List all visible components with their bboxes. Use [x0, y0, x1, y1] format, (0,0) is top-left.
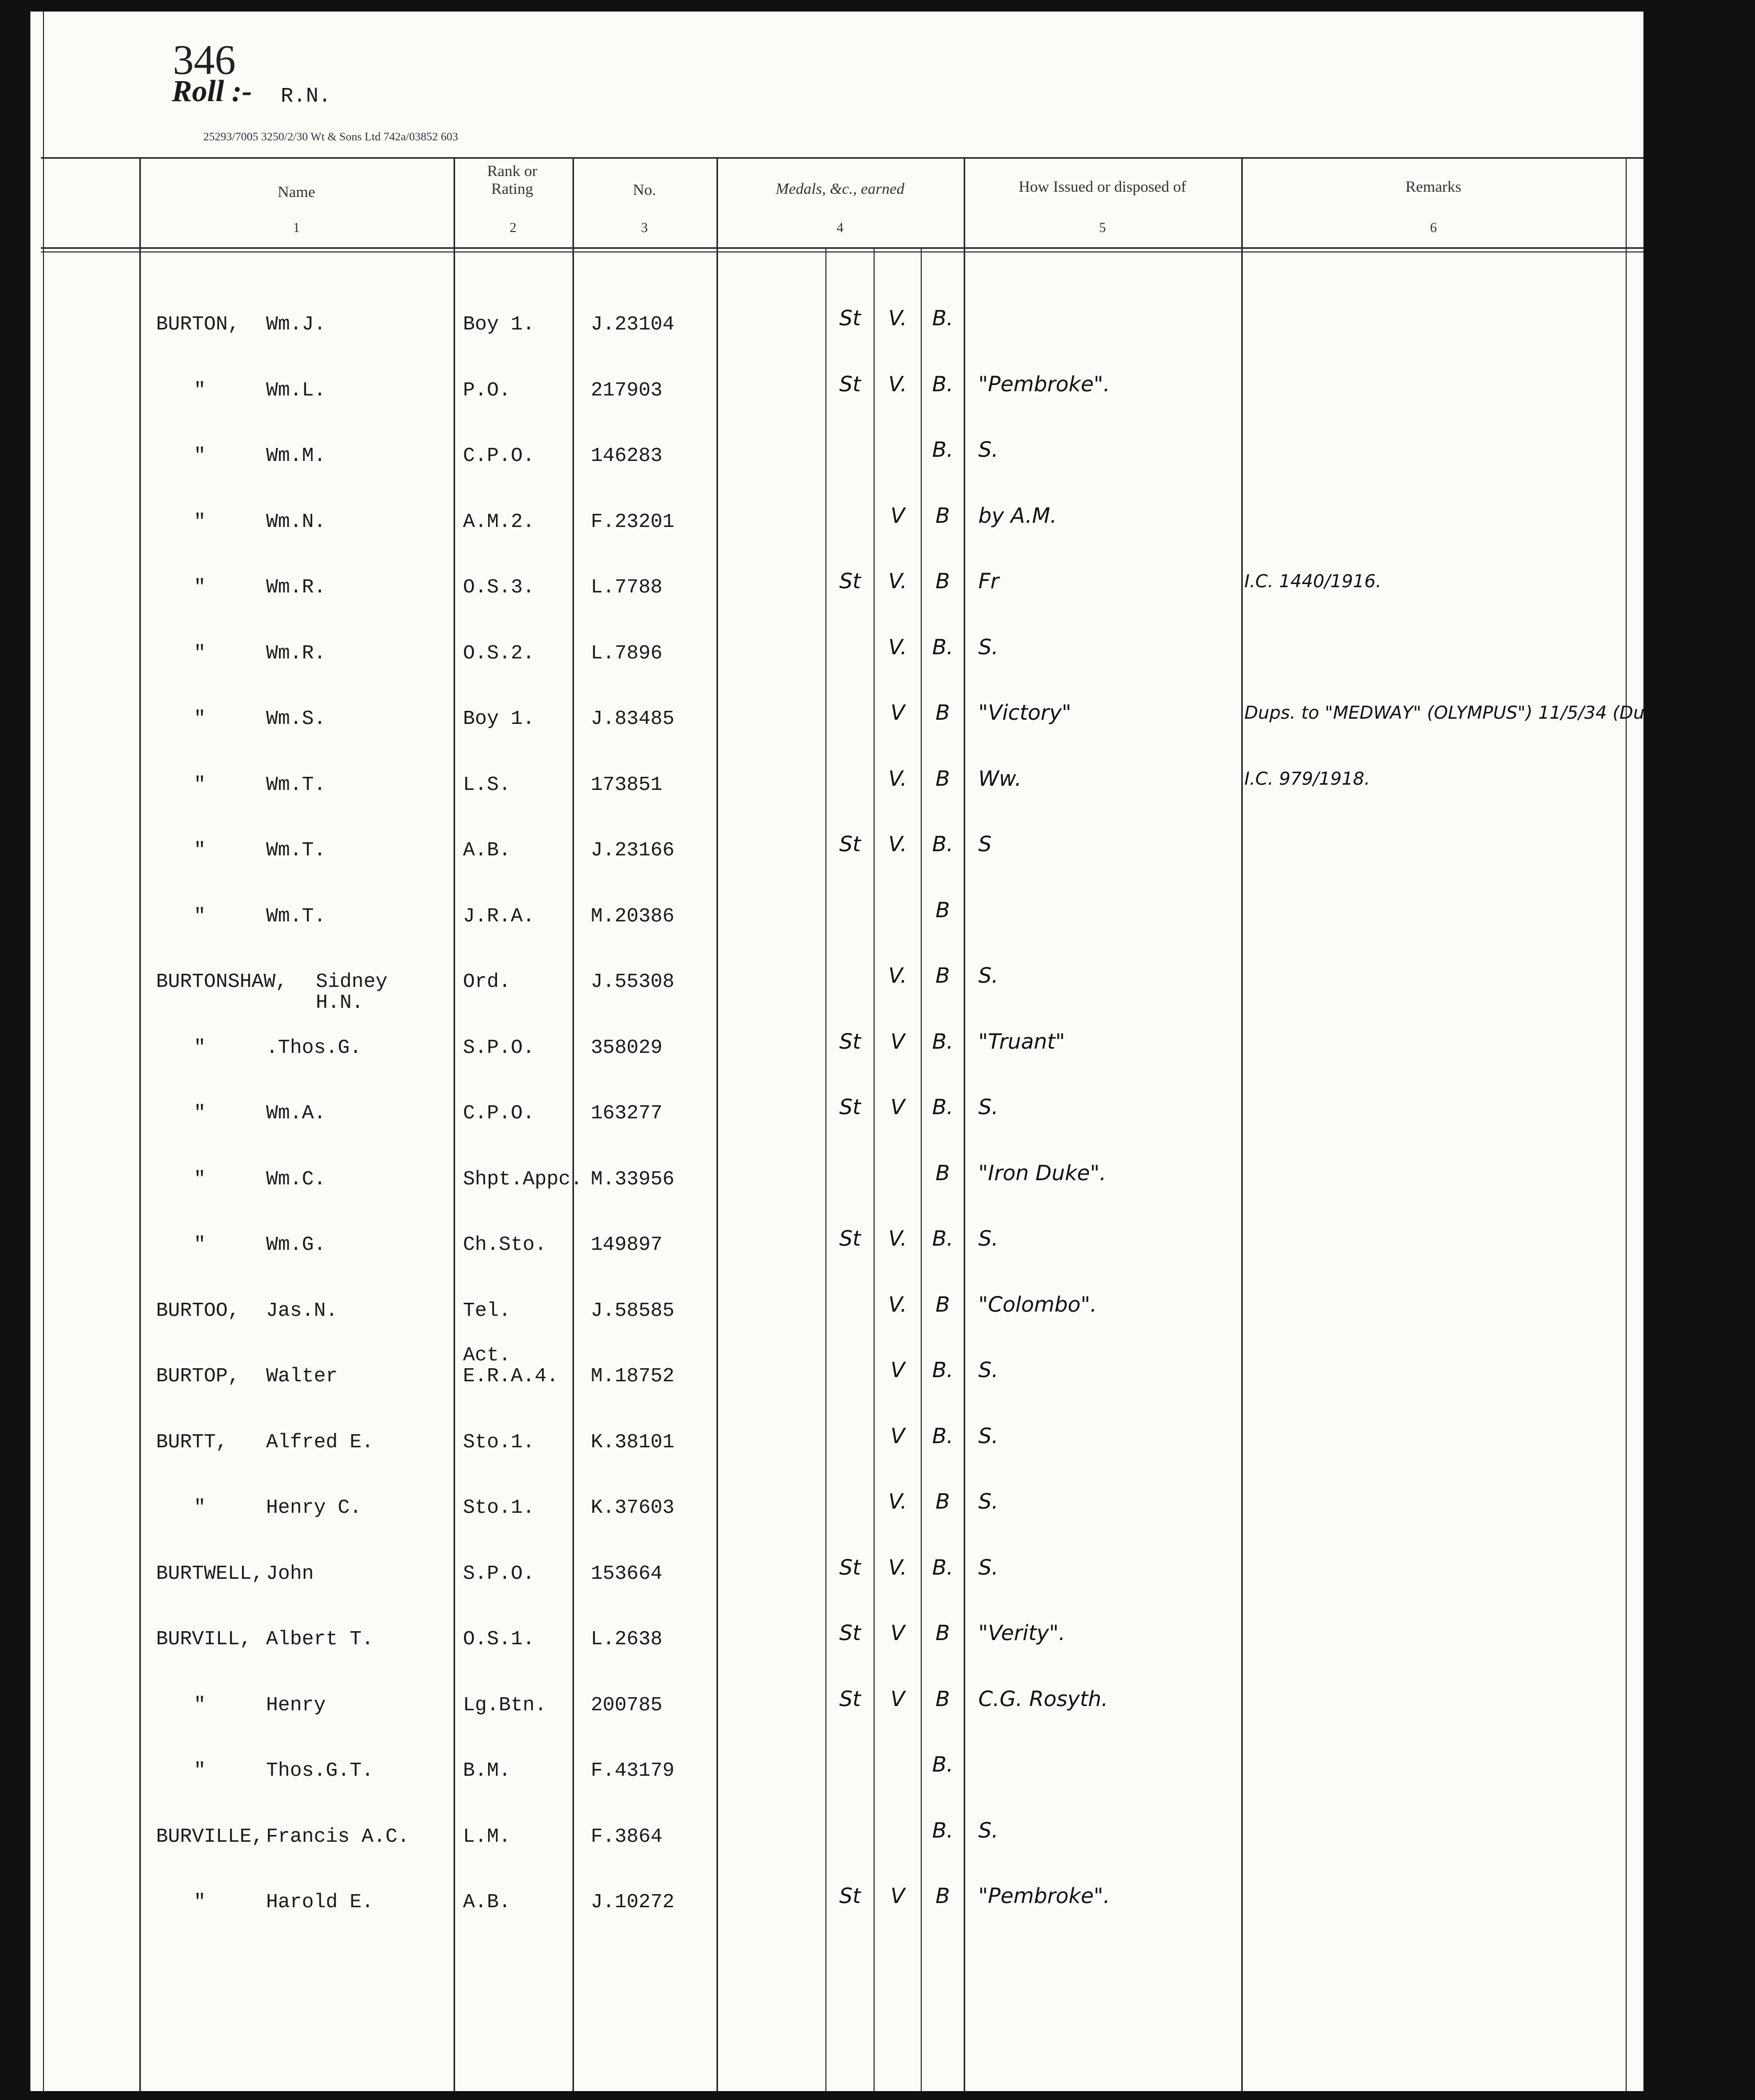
entry-surname: BURTOO, [156, 1300, 240, 1322]
col-number-issued: 5 [1099, 220, 1106, 235]
roll-page [30, 12, 1755, 2091]
entry-service-number: J.23166 [591, 839, 675, 862]
entry-service-number: F.3864 [591, 1826, 663, 1848]
entry-given-names: Wm.N. [266, 511, 326, 533]
entry-medal-star: St [839, 372, 861, 397]
col-number-rank: 2 [510, 220, 516, 235]
entry-how-issued: S. [978, 1358, 999, 1382]
entry-medal-british: B [935, 964, 950, 988]
entry-medal-british: B [935, 569, 950, 593]
entry-surname: " [194, 1694, 206, 1717]
entry-medal-british: B. [932, 1030, 954, 1054]
entry-service-number: M.20386 [591, 905, 675, 928]
entry-surname: " [194, 708, 206, 730]
entry-how-issued: "Pembroke". [978, 372, 1110, 397]
entry-rank: S.P.O. [463, 1037, 535, 1059]
col-name-left-rule [139, 158, 141, 2091]
entry-medal-british: B [935, 504, 950, 528]
col-no-left-rule [572, 158, 574, 2091]
entry-surname: " [194, 1037, 206, 1059]
right-margin-rule [1626, 158, 1627, 2091]
entry-service-number: L.7788 [591, 576, 663, 599]
entry-service-number: 217903 [591, 379, 663, 402]
page-number: 346 [173, 37, 236, 83]
entry-how-issued: "Colombo". [978, 1293, 1097, 1317]
entry-given-names: Wm.C. [266, 1168, 326, 1191]
entry-surname: BURVILL, [156, 1628, 252, 1651]
entry-surname: " [194, 379, 206, 402]
entry-rank: J.R.A. [463, 905, 535, 928]
entry-medal-british: B [935, 1490, 950, 1514]
roll-label: Roll :- [172, 74, 252, 108]
header-bottom-rule-2 [41, 251, 1643, 252]
col-header-medals: Medals, &c., earned [776, 180, 904, 197]
entry-medal-british: B. [932, 832, 954, 856]
entry-rank: Shpt.Appc. [463, 1168, 583, 1191]
entry-medal-british: B [935, 1687, 950, 1711]
entry-how-issued: C.G. Rosyth. [978, 1687, 1108, 1711]
entry-given-names: Wm.S. [266, 708, 326, 730]
entry-rank: O.S.1. [463, 1628, 535, 1651]
entry-medal-british: B [935, 767, 950, 791]
entry-surname: " [194, 1102, 206, 1125]
entry-given-names: Henry [266, 1694, 326, 1717]
entry-given-names: Wm.R. [266, 576, 326, 599]
entry-service-number: J.55308 [591, 971, 675, 993]
left-margin-rule [43, 12, 44, 2091]
print-code: 25293/7005 3250/2/30 Wt & Sons Ltd 742a/03852 603 [203, 130, 458, 143]
entry-medal-british: B. [932, 1095, 954, 1119]
entry-service-number: F.43179 [591, 1760, 675, 1782]
entry-remarks: I.C. 1440/1916. [1244, 571, 1382, 592]
entry-surname: " [194, 642, 206, 665]
entry-remarks: I.C. 979/1918. [1244, 768, 1370, 789]
entry-medal-victory: V. [888, 569, 907, 593]
entry-medal-victory: V [890, 1621, 905, 1645]
entry-surname: " [194, 511, 206, 533]
col-rank-left-rule [454, 158, 455, 2091]
entry-surname: BURVILLE, [156, 1826, 264, 1848]
entry-rank: Sto.1. [463, 1431, 535, 1454]
col-header-name: Name [278, 183, 315, 201]
entry-medal-star: St [839, 832, 861, 856]
entry-medal-british: B. [932, 1819, 954, 1843]
entry-surname: " [194, 774, 206, 796]
entry-given-names: John [266, 1563, 314, 1585]
entry-service-number: J.10272 [591, 1891, 675, 1914]
entry-medal-star: St [839, 306, 861, 331]
entry-medal-star: St [839, 1556, 861, 1580]
entry-rank: C.P.O. [463, 1102, 535, 1125]
entry-medal-star: St [839, 1621, 861, 1645]
entry-medal-british: B [935, 1621, 950, 1645]
entry-service-number: 163277 [591, 1102, 663, 1125]
entry-medal-star: St [839, 1030, 861, 1054]
entry-medal-british: B [935, 898, 950, 922]
entry-rank: A.M.2. [463, 511, 535, 533]
entry-medal-british: B [935, 1161, 950, 1185]
entry-medal-victory: V [890, 1358, 905, 1382]
col-remarks-left-rule [1241, 158, 1243, 2091]
entry-surname: BURTT, [156, 1431, 228, 1454]
entry-service-number: M.18752 [591, 1365, 675, 1388]
entry-given-names: Wm.T. [266, 774, 326, 796]
entry-given-names: Albert T. [266, 1628, 374, 1651]
entry-surname: " [194, 1234, 206, 1256]
entry-rank: L.S. [463, 774, 511, 796]
entry-rank: Sto.1. [463, 1497, 535, 1519]
entry-medal-victory: V. [888, 832, 907, 856]
entry-medal-victory: V. [888, 372, 907, 397]
entry-service-number: 200785 [591, 1694, 663, 1717]
entry-medal-star: St [839, 1884, 861, 1908]
entry-how-issued: S. [978, 1424, 999, 1448]
entry-given-names: Alfred E. [266, 1431, 374, 1454]
entry-rank: C.P.O. [463, 445, 535, 467]
entry-medal-victory: V. [888, 1293, 907, 1317]
entry-medal-victory: V. [888, 964, 907, 988]
entry-medal-star: St [839, 1687, 861, 1711]
entry-how-issued: "Verity". [978, 1621, 1066, 1645]
entry-surname: " [194, 1168, 206, 1191]
entry-how-issued: by A.M. [978, 504, 1057, 528]
entry-rank: Boy 1. [463, 708, 535, 730]
entry-how-issued: S. [978, 1556, 999, 1580]
entry-surname: BURTON, [156, 313, 240, 336]
entry-medal-british: B. [932, 1753, 954, 1777]
entry-service-number: L.2638 [591, 1628, 663, 1651]
col-number-remarks: 6 [1430, 220, 1437, 235]
header-top-rule [41, 157, 1643, 159]
entry-medal-british: B [935, 701, 950, 725]
entry-service-number: F.23201 [591, 511, 675, 533]
entry-rank: L.M. [463, 1826, 511, 1848]
entry-surname: " [194, 1760, 206, 1782]
entry-medal-star: St [839, 569, 861, 593]
entry-given-names: Wm.A. [266, 1102, 326, 1125]
entry-service-number: 146283 [591, 445, 663, 467]
entry-service-number: K.38101 [591, 1431, 675, 1454]
entry-service-number: 173851 [591, 774, 663, 796]
entry-rank: P.O. [463, 379, 511, 402]
entry-medal-victory: V. [888, 1556, 907, 1580]
entry-given-names: Thos.G.T. [266, 1760, 374, 1782]
entry-rank: Act. E.R.A.4. [463, 1344, 559, 1388]
entry-how-issued: "Truant" [978, 1030, 1065, 1054]
entry-rank: S.P.O. [463, 1563, 535, 1585]
entry-medal-victory: V. [888, 306, 907, 331]
entry-rank: Ord. [463, 971, 511, 993]
entry-medal-victory: V [890, 1884, 905, 1908]
entry-rank: A.B. [463, 1891, 511, 1914]
entry-given-names: Jas.N. [266, 1300, 338, 1322]
entry-rank: Lg.Btn. [463, 1694, 547, 1717]
entry-medal-victory: V [890, 1095, 905, 1119]
entry-medal-british: B. [932, 1556, 954, 1580]
entry-given-names: Francis A.C. [266, 1826, 410, 1848]
entry-service-number: L.7896 [591, 642, 663, 665]
entry-surname: BURTONSHAW, [156, 971, 288, 993]
entry-medal-victory: V. [888, 767, 907, 791]
entry-how-issued: "Iron Duke". [978, 1161, 1107, 1185]
col-issued-left-rule [964, 158, 965, 2091]
entry-given-names: Wm.M. [266, 445, 326, 467]
entry-medal-victory: V [890, 1424, 905, 1448]
entry-medal-victory: V [890, 1687, 905, 1711]
entry-surname: " [194, 839, 206, 862]
entry-how-issued: S. [978, 1095, 999, 1119]
col-number-medals: 4 [836, 220, 844, 235]
col-header-no: No. [633, 181, 656, 199]
entry-medal-british: B. [932, 306, 954, 331]
entry-medal-victory: V [890, 1030, 905, 1054]
entry-how-issued: S [978, 832, 992, 856]
entry-medal-victory: V [890, 701, 905, 725]
entry-given-names: Sidney H.N. [316, 971, 388, 1014]
entry-how-issued: Ww. [978, 767, 1022, 791]
entry-medal-british: B. [932, 635, 954, 659]
entry-medal-british: B. [932, 1424, 954, 1448]
entry-how-issued: "Pembroke". [978, 1884, 1110, 1908]
entry-service-number: J.83485 [591, 708, 675, 730]
entry-service-number: J.23104 [591, 313, 675, 336]
entry-given-names: Wm.T. [266, 839, 326, 862]
entry-how-issued: S. [978, 1227, 999, 1251]
entry-remarks: Dups. to "MEDWAY" (OLYMPUS") 11/5/34 (Dup. No. 7473) [1244, 702, 1755, 723]
col-header-rank: Rank or Rating [487, 162, 537, 197]
entry-given-names: Walter [266, 1365, 338, 1388]
entry-medal-star: St [839, 1095, 861, 1119]
entry-rank: O.S.3. [463, 576, 535, 599]
entry-service-number: 153664 [591, 1563, 663, 1585]
entry-medal-victory: V. [888, 1227, 907, 1251]
entry-rank: A.B. [463, 839, 511, 862]
col-medals-left-rule [716, 158, 718, 2091]
entry-rank: Ch.Sto. [463, 1234, 547, 1256]
entry-service-number: J.58585 [591, 1300, 675, 1322]
entry-medal-british: B. [932, 372, 954, 397]
col-header-issued: How Issued or disposed of [1019, 178, 1186, 195]
entry-how-issued: S. [978, 964, 999, 988]
entry-service-number: 149897 [591, 1234, 663, 1256]
entry-surname: " [194, 576, 206, 599]
entry-medal-victory: V. [888, 1490, 907, 1514]
roll-value: R.N. [281, 85, 332, 108]
entry-how-issued: S. [978, 635, 999, 659]
entry-service-number: M.33956 [591, 1168, 675, 1191]
entry-given-names: .Thos.G. [266, 1037, 362, 1059]
entry-service-number: K.37603 [591, 1497, 675, 1519]
entry-surname: BURTOP, [156, 1365, 240, 1388]
entry-rank: Tel. [463, 1300, 511, 1322]
col-header-remarks: Remarks [1405, 178, 1462, 195]
entry-medal-star: St [839, 1227, 861, 1251]
entry-medal-victory: V. [888, 635, 907, 659]
entry-how-issued: S. [978, 1490, 999, 1514]
entry-medal-british: B [935, 1884, 950, 1908]
entry-given-names: Wm.R. [266, 642, 326, 665]
entry-surname: BURTWELL, [156, 1563, 264, 1585]
entry-service-number: 358029 [591, 1037, 663, 1059]
entry-how-issued: S. [978, 1819, 999, 1843]
medal-subcol-rule-1 [825, 248, 826, 2091]
entry-surname: " [194, 445, 206, 467]
entry-surname: " [194, 1497, 206, 1519]
col-number-name: 1 [293, 220, 300, 235]
entry-how-issued: Fr [978, 569, 999, 593]
entry-given-names: Wm.J. [266, 313, 326, 336]
entry-given-names: Wm.L. [266, 379, 326, 402]
entry-medal-british: B [935, 1293, 950, 1317]
header-bottom-rule [41, 247, 1643, 249]
entry-given-names: Wm.T. [266, 905, 326, 928]
entry-given-names: Henry C. [266, 1497, 362, 1519]
entry-rank: O.S.2. [463, 642, 535, 665]
entry-how-issued: S. [978, 438, 999, 462]
entry-medal-british: B. [932, 1227, 954, 1251]
entry-surname: " [194, 905, 206, 928]
col-number-no: 3 [641, 220, 648, 235]
entry-rank: B.M. [463, 1760, 511, 1782]
entry-rank: Boy 1. [463, 313, 535, 336]
entry-given-names: Harold E. [266, 1891, 374, 1914]
entry-medal-victory: V [890, 504, 905, 528]
entry-surname: " [194, 1891, 206, 1914]
entry-given-names: Wm.G. [266, 1234, 326, 1256]
entry-medal-british: B. [932, 1358, 954, 1382]
entry-how-issued: "Victory" [978, 701, 1072, 725]
entry-medal-british: B. [932, 438, 954, 462]
